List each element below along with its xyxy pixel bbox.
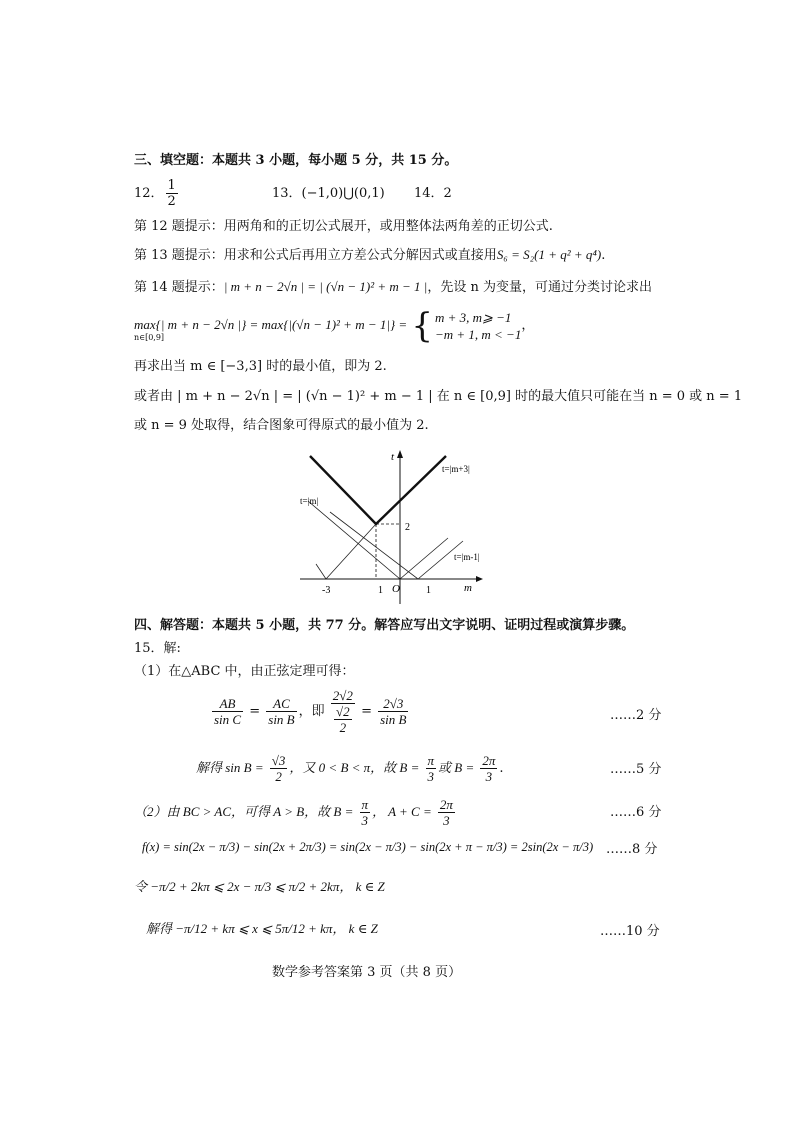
score-10: ……10 分 [600,924,660,939]
section3-heading: 三、填空题：本题共 3 小题，每小题 5 分，共 15 分。 [134,153,458,168]
label-abs-m-plus-3: t=|m+3| [442,464,470,474]
tick-neg3: -3 [322,585,331,596]
m-axis-label: m [464,582,472,594]
tick-1-left: 1 [378,585,383,596]
answer-12: 12． $\frac{1}{2}$ [134,178,176,209]
left-brace: { [411,305,433,346]
curve-abs-m [308,501,448,579]
score-2: ……2 分 [610,708,662,723]
hint-13: 第 13 题提示：用求和公式后再用立方差公式分解因式或直接用S₆ = S₂(1 + q² + q⁴). [134,247,606,263]
page-footer: 数学参考答案第 3 页（共 8 页） [272,965,462,980]
part1-solution: 解得 sin B = $\frac{√3}{2}$ ，又 0 < B < π，故 B = $\frac{\pi}{3}$ 或 B = $\frac{2\pi}{3}$ . [196,753,504,784]
part1-intro: （1）在△ABC 中，由正弦定理可得： [134,664,355,679]
abs-value-graph [288,446,488,608]
section4-heading: 四、解答题：本题共 5 小题，共 77 分。解答应写出文字说明、证明过程或演算步骤。 [134,618,635,633]
solution-line: 解得 −π/12 + kπ ⩽ x ⩽ 5π/12 + kπ， k ∈ Z [146,921,378,936]
m-axis-arrow [476,576,483,582]
alt-line-1: 或者由 | m + n − 2√n | = | (√n − 1)² + m − 1 | 在 n ∈ [0,9] 时的最大值只可能在当 n = 0 或 n = 1 [134,389,743,404]
t-axis-label: t [391,451,395,463]
score-8: ……8 分 [606,842,658,857]
q15-label: 15．解: [134,641,181,656]
max-subscript: n∈[0,9] [134,333,165,342]
label-abs-m: t=|m| [300,496,319,506]
f-line: f(x) = sin(2x − π/3) − sin(2x + 2π/3) = sin(2x − π/3) − sin(2x + π − π/3) = 2sin(2x − π/3) [142,840,594,854]
max-piecewise: max{| m + n − 2√n |} = max{|(√n − 1)² + m − 1|} = { m + 3, m⩾ −1 −m + 1, m < −1 ， [134,305,535,346]
alt-line-2: 或 n = 9 处取得，结合图象可得原式的最小值为 2. [134,418,429,433]
fraction-half: $\frac{1}{2}$ [167,178,176,209]
label-abs-m-minus-1: t=|m-1| [454,552,480,562]
answer-14: 14．2 [414,186,452,201]
t-axis-arrow [397,450,403,458]
hint-12: 第 12 题提示：用两角和的正切公式展开，或用整体法两角差的正切公式. [134,219,553,234]
score-6: ……6 分 [610,805,662,820]
score-5: ……5 分 [610,762,662,777]
origin-label: O [392,583,400,595]
answer-13: 13．(−1,0)⋃(0,1) [272,186,385,201]
inequality-line: 令 −π/2 + 2kπ ⩽ 2x − π/3 ⩽ π/2 + 2kπ， k ∈ Z [134,879,385,894]
hint-14: 第 14 题提示：| m + n − 2√n | = | (√n − 1)² + m − 1 |，先设 n 为变量，可通过分类讨论求出 [134,279,652,295]
curve-abs-m-minus-1 [330,512,463,579]
curve-max-envelope [310,456,446,524]
tick-2: 2 [405,522,410,533]
part2-intro: （2）由 BC > AC，可得 A > B，故 B = $\frac{\pi}{3}$ ， A + C = $\frac{2\pi}{3}$ [134,797,453,828]
part1-equation: $\frac{AB}{\text{sin C}}$ = $\frac{AC}{\text{sin B}}$ ，即 $\frac{2√2}{\frac{√2}{2}}$ = $\frac{2√3}{\text{sin B}}$ [214,688,407,735]
min-line: 再求出当 m ∈ [−3,3] 时的最小值，即为 2. [134,359,387,374]
tick-1-right: 1 [426,585,431,596]
